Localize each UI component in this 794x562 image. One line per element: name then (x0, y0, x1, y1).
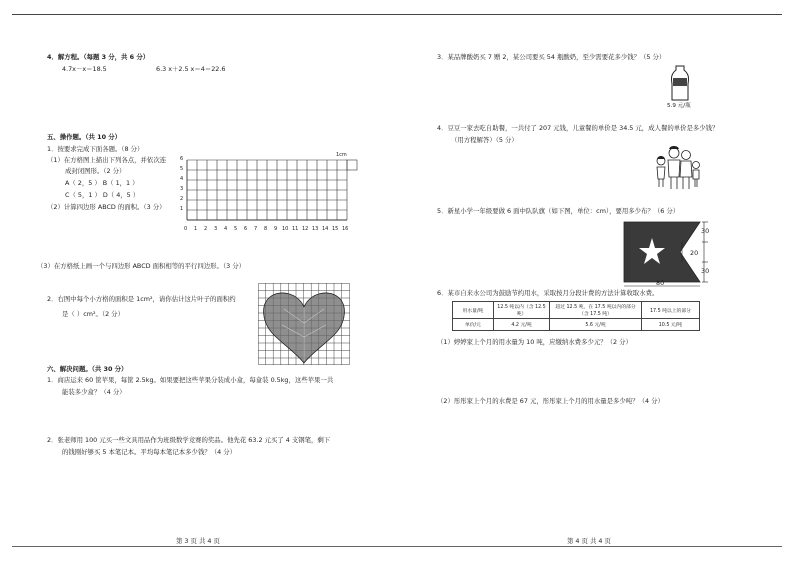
q4-title: 4．解方程。（每题 3 分，共 6 分） (47, 53, 150, 61)
r-q3: 3．某品牌酸奶买 7 赠 2，某公司要买 54 瓶酸奶，至少需要花多少钱？（5 分） (437, 53, 666, 61)
table-cell: 10.5 元/吨 (641, 319, 699, 331)
s6-q1-a: 1．商店运来 60 筐苹果，每筐 2.5kg。如果要把这些苹果分装成小盒，每盒装 0.5kg，这些苹果一共 (47, 376, 334, 384)
grid-x-tick: 8 (264, 226, 268, 232)
flag-dim-30-top: 30 (701, 227, 710, 235)
table-cell: 12.5 吨以内（含 12.5 吨） (493, 302, 549, 319)
bottom-rule (12, 546, 782, 547)
table-cell: 4.2 元/吨 (493, 319, 549, 331)
r-q6-2: （2）彤彤家上个月的水费是 67 元，彤彤家上个月的用水量是多少吨？（4 分） (437, 397, 664, 405)
water-tariff-table (452, 301, 700, 331)
family-image (652, 143, 702, 193)
yogurt-price: 5.9 元/瓶 (667, 103, 691, 109)
grid-y-tick: 6 (180, 156, 184, 162)
grid-x-tick: 15 (332, 226, 339, 232)
flag-dim-20: 20 (690, 249, 699, 257)
grid-x-tick: 11 (292, 226, 299, 232)
flag-dim-30-bottom: 30 (701, 267, 710, 275)
s6-q2-a: 2．张老师用 100 元买一些文具用品作为班级数学竞赛的奖品。他先花 63.2 元买了 4 支钢笔，剩下 (47, 436, 331, 444)
grid-x-tick: 13 (312, 226, 319, 232)
table-cell: 17.5 吨以上的部分 (641, 302, 699, 319)
table-cell: 用水量/吨 (453, 302, 494, 319)
page-footer-right: 第 4 页 共 4 页 (567, 537, 611, 545)
r-q4-a: 4．豆豆一家去吃自助餐，一共付了 207 元钱，儿童餐的单价是 34.5 元，成人餐的单价是多少钱？ (437, 124, 719, 132)
s5-q1-1a: （1）在方格图上描出下列各点，并依次连 (47, 156, 167, 164)
table-cell: 超过 12.5 吨，在 17.5 吨以内的部分（含 17.5 吨） (550, 302, 642, 319)
s5-points-2: C（ 5，1 ） D（ 4，5 ） (65, 191, 140, 199)
s6-q1-b: 能装多少盒？（4 分） (62, 388, 126, 396)
grid-y-tick: 1 (180, 206, 184, 212)
s5-q1-2: （2）计算四边形 ABCD 的面积。（3 分） (47, 203, 166, 211)
grid-y-tick: 2 (180, 196, 184, 202)
grid-x-tick: 6 (244, 226, 248, 232)
grid-x-tick: 10 (282, 226, 289, 232)
s5-q1-3: （3）在方格纸上画一个与四边形 ABCD 面积相等的平行四边形。（3 分） (37, 262, 245, 270)
yogurt-bottle-image (669, 64, 691, 102)
table-row (453, 302, 700, 319)
r-q6-1: （1）婷婷家上个月的用水量为 10 吨，应缴纳水费多少元？（2 分） (437, 338, 632, 346)
s6-title: 六、解决问题。（共 30 分） (47, 365, 128, 373)
grid-x-tick: 12 (302, 226, 309, 232)
q4-eq2: 6.3 x＋2.5 x＝4＝22.6 (156, 65, 226, 73)
table-cell: 单价/元 (453, 319, 494, 331)
grid-x-tick: 14 (322, 226, 329, 232)
leaf-grid-figure (258, 283, 350, 365)
s5-points-1: A（ 2，5 ） B（ 1，1 ） (65, 179, 139, 187)
s5-q1-1b: 成封闭图形。（2 分） (65, 167, 126, 175)
grid-unit-label: 1cm (336, 152, 347, 158)
s5-q1: 1．按要求完成下面各题。（8 分） (47, 145, 144, 153)
grid-x-tick: 2 (204, 226, 208, 232)
grid-y-tick: 5 (180, 166, 184, 172)
r-q6: 6．某市自来水公司为鼓励节约用水，采取按月分段计费的方法计算收取水费。 (437, 289, 659, 297)
r-q4-b: （用方程解答）（5 分） (451, 136, 518, 144)
grid-x-tick: 7 (254, 226, 258, 232)
grid-x-tick: 0 (184, 226, 188, 232)
s5-q2-b: 是（ ）cm²。（2 分） (62, 310, 124, 318)
q4-eq1: 4.7x－x＝18.5 (62, 65, 107, 73)
grid-x-tick: 9 (274, 226, 278, 232)
grid-x-tick: 4 (224, 226, 228, 232)
s6-q2-b: 的钱刚好够买 5 本笔记本。平均每本笔记本多少钱？（4 分） (62, 448, 236, 456)
top-rule (12, 14, 782, 15)
page-footer-left: 第 3 页 共 4 页 (176, 537, 220, 545)
grid-y-tick: 4 (180, 176, 184, 182)
coordinate-grid (175, 150, 365, 232)
r-q5: 5．新星小学一年级要做 6 面中队队旗（如下图，单位：cm），要用多少布？（6 分） (437, 207, 680, 215)
table-row (453, 319, 700, 331)
grid-y-tick: 3 (180, 186, 184, 192)
grid-x-tick: 3 (214, 226, 218, 232)
flag-dim-80: 80 (656, 279, 665, 287)
table-cell: 5.6 元/吨 (550, 319, 642, 331)
grid-x-tick: 16 (342, 226, 349, 232)
grid-x-tick: 1 (194, 226, 198, 232)
s5-q2-a: 2．右图中每个小方格的面积是 1cm²，请你估计这片叶子的面积约 (47, 295, 236, 303)
s5-title: 五、操作题。（共 10 分） (47, 133, 122, 141)
grid-x-tick: 5 (234, 226, 238, 232)
